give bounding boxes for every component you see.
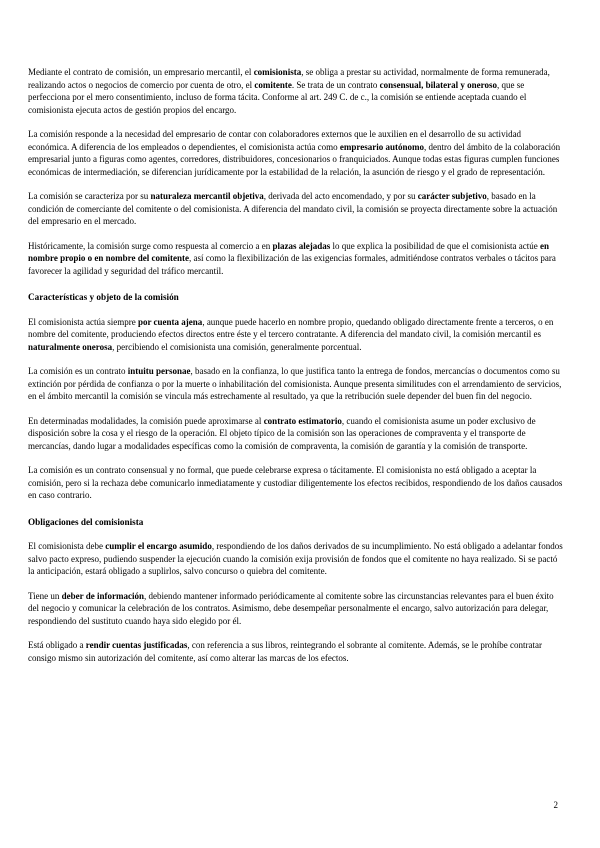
text-run: , percibiendo el comisionista una comisión, generalmente porcentual.	[112, 341, 362, 352]
text-run: , basado en la condición de comerciante del comitente o del comisionista. A diferencia del mandato civil, la comisión se proyecta directamente sobre la actuación del empresario en el mercado.	[28, 191, 558, 226]
bold-term: comitente	[254, 79, 292, 90]
text-run: , aunque puede hacerlo en nombre propio, quedando obligado directamente frente a terceros, o en nombre del comitente, produciendo efectos directos entre éste y el tercero contratante. A diferencia del mandato civil, la comisión mercantil es	[28, 316, 554, 339]
bold-term: contrato estimatorio	[263, 415, 342, 426]
bold-term: empresario autónomo	[339, 141, 424, 152]
paragraph	[28, 240, 563, 278]
bold-term: cumplir el encargo asumido	[105, 541, 212, 551]
text-run: , respondiendo de los daños derivados de su incumplimiento. No está obligado a adelantar fondos salvo pacto expreso, pudiendo suspender la ejecución cuando la comisión exija provisión de fondos que el comitente no haya realizado. Si se pactó la anticipación, estará obligado a suplirlos, salvo concurso o quiebra del comitente.	[28, 541, 563, 576]
text-run: El comisionista actúa siempre	[28, 316, 138, 327]
text-run: , así como la flexibilización de las exigencias formales, admitiéndose contratos verbales o tácitos para favorecer la agilidad y seguridad del tráfico mercantil.	[28, 253, 556, 276]
bold-term: por cuenta ajena	[137, 316, 203, 327]
bold-term: consensual, bilateral y oneroso	[379, 79, 497, 90]
text-run: . Se trata de un contrato	[291, 79, 380, 90]
bold-term: deber de información	[61, 590, 144, 601]
paragraph	[28, 464, 563, 502]
document-body	[28, 66, 563, 676]
bold-term: plazas alejadas	[272, 240, 331, 251]
text-run: , cuando el comisionista asume un poder exclusivo de disposición sobre la cosa y el riesgo de la operación. El objeto típico de la comisión son las operaciones de compraventa y el transporte de mercancías, dando lugar a modalidades específicas como la comisión de compraventa, la comisión de garantía y la comisión de transporte.	[28, 415, 536, 451]
bold-term: rendir cuentas justificadas	[85, 640, 188, 650]
text-run: Tiene un	[28, 590, 62, 601]
text-run: La comisión es un contrato	[28, 366, 128, 376]
paragraph	[28, 190, 563, 228]
text-run: El comisionista debe	[28, 541, 106, 551]
paragraph	[28, 639, 563, 664]
paragraph	[28, 66, 563, 116]
section-heading	[28, 291, 563, 304]
bold-term: Características y objeto de la comisión	[28, 292, 179, 302]
bold-term: Obligaciones del comisionista	[28, 516, 144, 527]
text-run: lo que explica la posibilidad de que el comisionista actúe	[330, 240, 540, 251]
text-run: , se obliga a prestar su actividad, normalmente de forma remunerada, realizando actos o negocios de comercio por cuenta de otro, el	[28, 67, 550, 90]
text-run: , derivada del acto encomendado, y por su	[263, 191, 418, 201]
paragraph	[28, 540, 563, 578]
bold-term: en nombre propio o en nombre del comitente	[28, 240, 549, 263]
paragraph	[28, 365, 563, 403]
text-run: Está obligado a	[28, 640, 86, 650]
bold-term: intuitu personae	[127, 366, 191, 376]
text-run: , con referencia a sus libros, reintegrando el sobrante al comitente. Además, se le prohíbe contratar consigo mismo sin autorización del comitente, así como alterar las marcas de los efectos.	[28, 640, 543, 663]
text-run: , que se perfecciona por el mero consentimiento, incluso de forma tácita. Conforme al art. 249 C. de c., la comisión se entiende aceptada cuando el comisionista ejecuta actos de gestión propios del encargo.	[28, 79, 527, 115]
bold-term: carácter subjetivo	[417, 191, 487, 201]
paragraph	[28, 590, 563, 628]
bold-term: comisionista	[253, 67, 302, 77]
text-run: La comisión se caracteriza por su	[28, 191, 151, 201]
text-run: La comisión es un contrato consensual y no formal, que puede celebrarse expresa o tácitamente. El comisionista no está obligado a aceptar la comisión, pero si la rechaza debe comunicarlo inmediatamente y custodiar diligentemente los efectos recibidos, respondiendo de los daños causados en caso contrario.	[28, 465, 563, 500]
text-run: , dentro del ámbito de la colaboración empresarial junto a figuras como agentes, corredores, distribuidores, concesionarios o franquiciados. Aunque todas estas figuras cumplen funciones económicas de intermediación, se diferencian jurídicamente por la estabilidad de la relación, la asunción de riesgo y el grado de representación.	[28, 141, 561, 177]
bold-term: naturaleza mercantil objetiva	[150, 191, 264, 201]
text-run: Históricamente, la comisión surge como respuesta al comercio a en	[28, 240, 273, 251]
bold-term: naturalmente onerosa	[28, 341, 113, 352]
text-run: La comisión responde a la necesidad del empresario de contar con colaboradores externos que le auxilien en el desarrollo de su actividad económica. A diferencia de los empleados o dependientes, el comisionista actúa como	[28, 129, 522, 152]
page-number: 2	[553, 800, 558, 810]
section-heading	[28, 516, 563, 529]
paragraph	[28, 128, 563, 178]
paragraph	[28, 316, 563, 354]
paragraph	[28, 415, 563, 453]
text-run: , basado en la confianza, lo que justifica tanto la entrega de fondos, mercancías o documentos como su extinción por pérdida de confianza o por la muerte o inhabilitación del comisionista. Aunque presenta similitudes con el arrendamiento de servicios, en el ámbito mercantil la comisión se vincula más estrechamente al resultado, ya que la retribución suele depender del buen fin del negocio.	[28, 366, 562, 401]
text-run: , debiendo mantener informado periódicamente al comitente sobre las circunstancias relevantes para el buen éxito del negocio y comunicar la celebración de los contratos. Asimismo, debe desempeñar personalmente el encargo, salvo autorización para delegar, respondiendo del sustituto cuando haya sido elegido por él.	[28, 590, 554, 626]
text-run: En determinadas modalidades, la comisión puede aproximarse al	[28, 415, 264, 426]
text-run: Mediante el contrato de comisión, un empresario mercantil, el	[28, 67, 254, 77]
